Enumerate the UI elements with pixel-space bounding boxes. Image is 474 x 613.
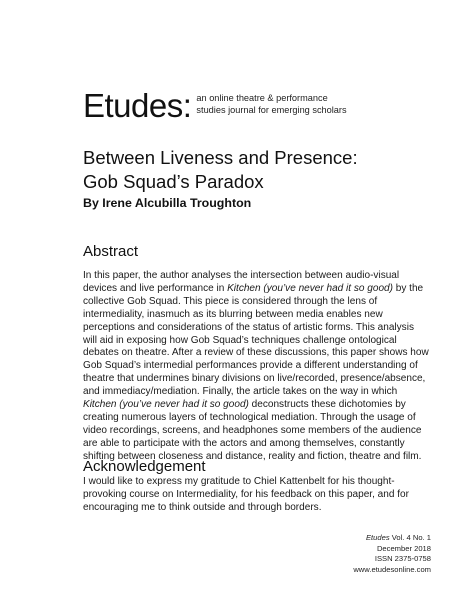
footer-issue-line [353, 533, 431, 544]
abstract-text-2: by the collective Gob Squad. This piece is considered through the lens of intermediality, inasmuch as its blurring between media enables new perceptions and considerations of the status of artistic forms. This analysis will aid in exposing how Gob Squad’s techniques challenge ontological debates on theatre. After a review of these discussions, this paper shows how Gob Squad’s intermedial performances provide a different understanding of theatre that undermines binary divisions on live/recorded, presence/absence, and immediacy/mediation. Finally, the article takes on the way in which [83, 282, 429, 398]
footer-url[interactable]: www.etudesonline.com [353, 564, 431, 574]
article-author: By Irene Alcubilla Troughton [83, 196, 252, 210]
journal-logo-text: Etudes: [83, 87, 192, 124]
footer-date: December 2018 [376, 543, 431, 553]
journal-masthead [83, 89, 347, 122]
acknowledgement-body: I would like to express my gratitude to Chiel Kattenbelt for his thought-provoking course on Intermediality, for his feedback on this paper, and for encouraging me to think outside and through borders. [83, 476, 409, 513]
abstract-text-3: deconstructs these dichotomies by creating numerous layers of technological mediation. Through the usage of video recordings, screens, and headphones some members of the audience are able to participate with the actors and among themselves, constantly shifting between closeness and distance, reality and fiction, theatre and film. [83, 399, 422, 462]
journal-footer [353, 533, 431, 575]
abstract-heading: Abstract [83, 243, 139, 260]
tagline-line-2: studies journal for emerging scholars [196, 104, 347, 115]
footer-journal-name: Etudes [365, 533, 390, 542]
abstract-work-title-1: Kitchen (you’ve never had it so good) [227, 282, 393, 294]
abstract-text-1: In this paper, the author analyses the intersection between audio-visual devices and live performance in [83, 270, 400, 294]
footer-volume: Vol. 4 No. 1 [389, 533, 431, 542]
footer-issn: ISSN 2375-0758 [374, 554, 431, 564]
abstract-work-title-2: Kitchen (you’ve never had it so good) [83, 399, 249, 411]
article-title-line-1: Between Liveness and Presence: [83, 147, 358, 168]
abstract-body [83, 270, 429, 464]
article-title [83, 146, 358, 194]
journal-tagline [196, 93, 346, 116]
article-title-line-2: Gob Squad’s Paradox [83, 171, 264, 192]
acknowledgement-heading: Acknowledgement [83, 458, 206, 475]
tagline-line-1: an online theatre & performance [196, 93, 328, 103]
